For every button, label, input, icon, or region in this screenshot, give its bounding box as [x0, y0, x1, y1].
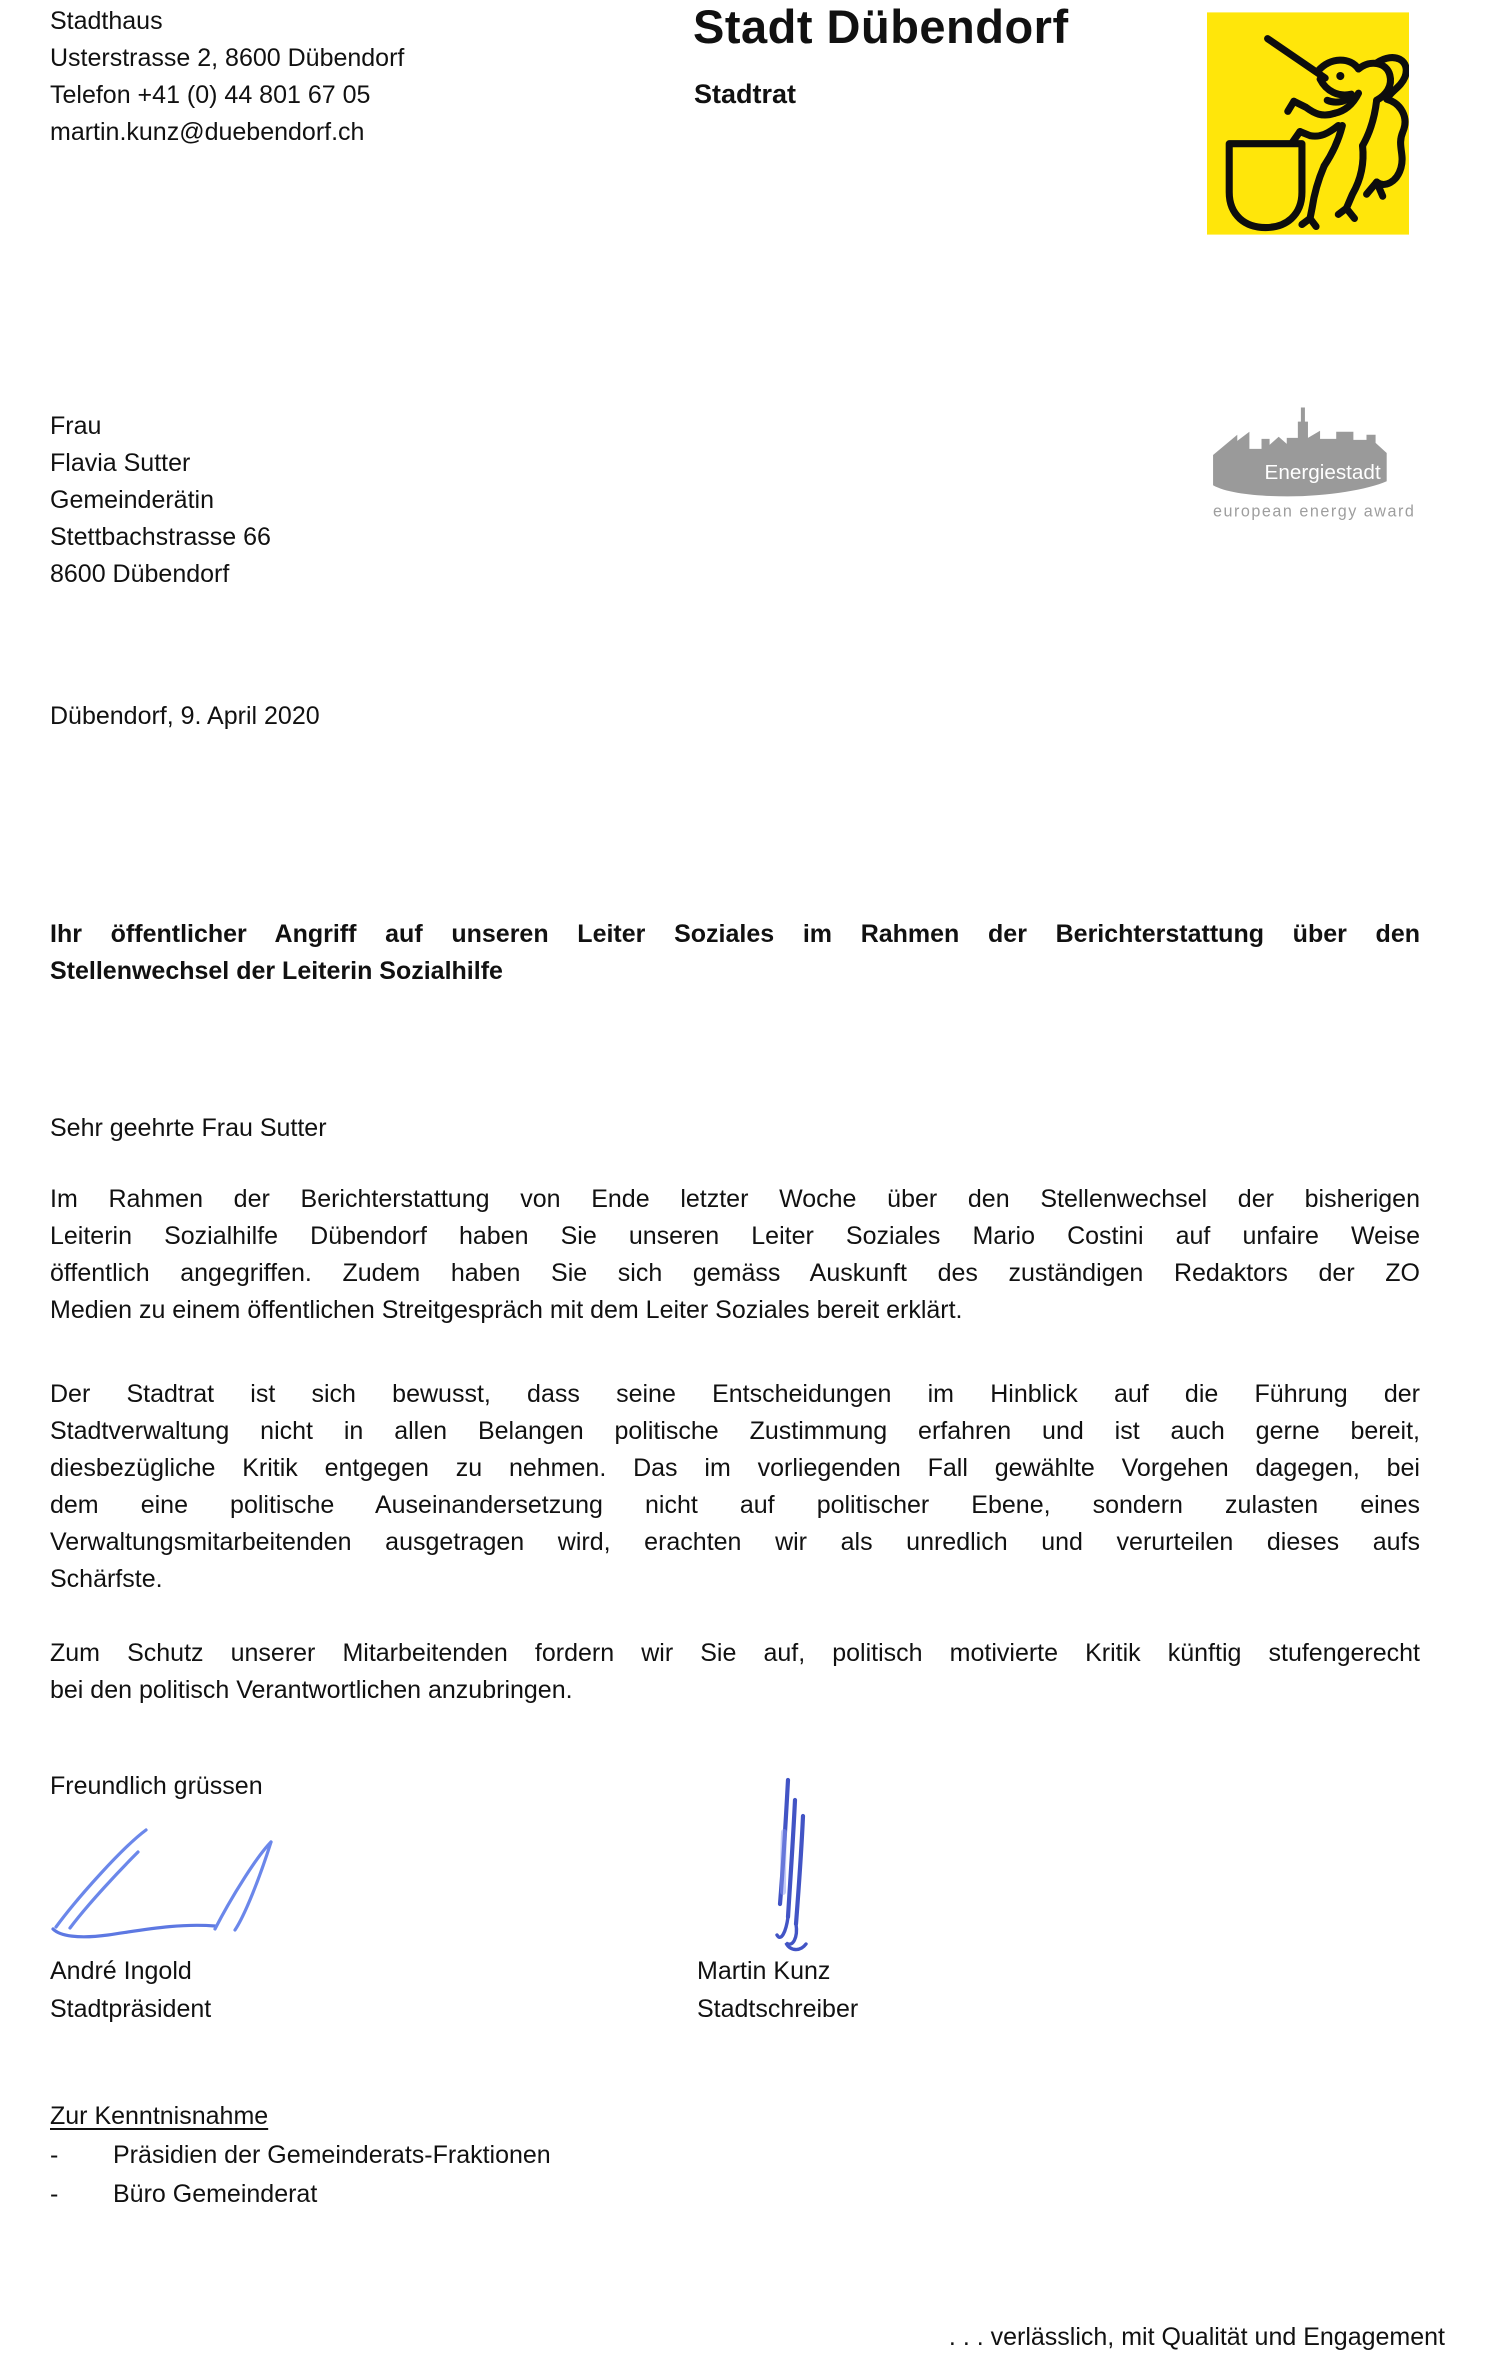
body-paragraph-1-line: Medien zu einem öffentlichen Streitgespräch mit dem Leiter Soziales bereit erklärt. [50, 1296, 963, 1324]
body-paragraph-2-line: diesbezügliche Kritik entgegen zu nehmen. Das im vorliegenden Fall gewählte Vorgehen dagegen, bei [50, 1454, 1420, 1482]
cc-item [50, 2136, 850, 2175]
unicorn-rampant-icon [1207, 12, 1409, 235]
signer-role: Stadtpräsident [50, 1995, 212, 2023]
recipient-block [50, 408, 550, 593]
handwritten-signature-icon [48, 1822, 280, 1940]
subject-line-line: Ihr öffentlicher Angriff auf unseren Leiter Soziales im Rahmen der Berichterstattung über den [50, 920, 1420, 948]
body-paragraph-1 [50, 1181, 1420, 1329]
body-paragraph-3 [50, 1635, 1420, 1709]
subject-line-line: Stellenwechsel der Leiterin Sozialhilfe [50, 957, 503, 985]
body-paragraph-2-line: Stadtverwaltung nicht in allen Belangen politische Zustimmung erfahren und ist auch gerne bereit, [50, 1417, 1420, 1445]
date-line: Dübendorf, 9. April 2020 [50, 702, 320, 730]
recipient-block-line: Flavia Sutter [50, 449, 191, 477]
signer-name: Martin Kunz [697, 1957, 831, 1985]
body-paragraph-3-line: bei den politisch Verantwortlichen anzubringen. [50, 1676, 573, 1704]
energiestadt-logo [1207, 392, 1419, 522]
recipient-block-line: Gemeinderätin [50, 486, 214, 514]
signer-role: Stadtschreiber [697, 1995, 859, 2023]
salutation: Sehr geehrte Frau Sutter [50, 1114, 327, 1142]
department-title: Stadtrat [694, 79, 797, 109]
body-paragraph-2-line: Der Stadtrat ist sich bewusst, dass seine Entscheidungen im Hinblick auf die Führung der [50, 1380, 1420, 1408]
subject-line [50, 916, 1420, 990]
sender-block [50, 3, 670, 151]
city-logo [1207, 12, 1409, 235]
body-paragraph-2-line: Verwaltungsmitarbeitenden ausgetragen wird, erachten wir als unredlich und verurteilen dieses aufs [50, 1528, 1420, 1556]
energiestadt-label: Energiestadt [1264, 461, 1381, 485]
sender-block-line: Telefon +41 (0) 44 801 67 05 [50, 81, 371, 109]
cc-item-bullet: - [50, 2141, 59, 2169]
footer-slogan: . . . verlässlich, mit Qualität und Engagement [948, 2323, 1445, 2351]
body-paragraph-1-line: Leiterin Sozialhilfe Dübendorf haben Sie unseren Leiter Soziales Mario Costini auf unfaire Weise [50, 1222, 1420, 1250]
cc-item-bullet: - [50, 2179, 59, 2208]
sender-block-line: Stadthaus [50, 7, 163, 35]
town-skyline-icon [1207, 392, 1419, 522]
handwritten-signature-icon [753, 1772, 825, 1955]
sender-block-line: martin.kunz@duebendorf.ch [50, 118, 365, 146]
cc-heading: Zur Kenntnisnahme [50, 2102, 269, 2130]
signer-name: André Ingold [50, 1957, 192, 1985]
recipient-block-line: Frau [50, 412, 102, 440]
body-paragraph-2-line: dem eine politische Auseinandersetzung nicht auf politischer Ebene, sondern zulasten eines [50, 1491, 1420, 1519]
recipient-block-line: Stettbachstrasse 66 [50, 523, 271, 551]
body-paragraph-3-line: Zum Schutz unserer Mitarbeitenden fordern wir Sie auf, politisch motivierte Kritik künftig stufengerecht [50, 1639, 1420, 1667]
body-paragraph-2 [50, 1376, 1420, 1598]
recipient-block-line: 8600 Dübendorf [50, 560, 230, 588]
sender-block-line: Usterstrasse 2, 8600 Dübendorf [50, 44, 405, 72]
cc-item [50, 2175, 850, 2214]
body-paragraph-1-line: öffentlich angegriffen. Zudem haben Sie sich gemäss Auskunft des zuständigen Redaktors der ZO [50, 1259, 1420, 1287]
body-paragraph-2-line: Schärfste. [50, 1565, 163, 1593]
signature-andre-ingold [48, 1822, 280, 1940]
signature-martin-kunz [753, 1772, 825, 1955]
cc-item-label: Büro Gemeinderat [113, 2179, 318, 2208]
body-paragraph-1-line: Im Rahmen der Berichterstattung von Ende letzter Woche über den Stellenwechsel der bisherigen [50, 1185, 1420, 1213]
closing-line: Freundlich grüssen [50, 1772, 263, 1800]
cc-item-label: Präsidien der Gemeinderats-Fraktionen [113, 2141, 551, 2169]
org-title: Stadt Dübendorf [693, 0, 1069, 53]
cc-list [50, 2136, 850, 2213]
energiestadt-sublabel: european energy award [1213, 502, 1416, 521]
